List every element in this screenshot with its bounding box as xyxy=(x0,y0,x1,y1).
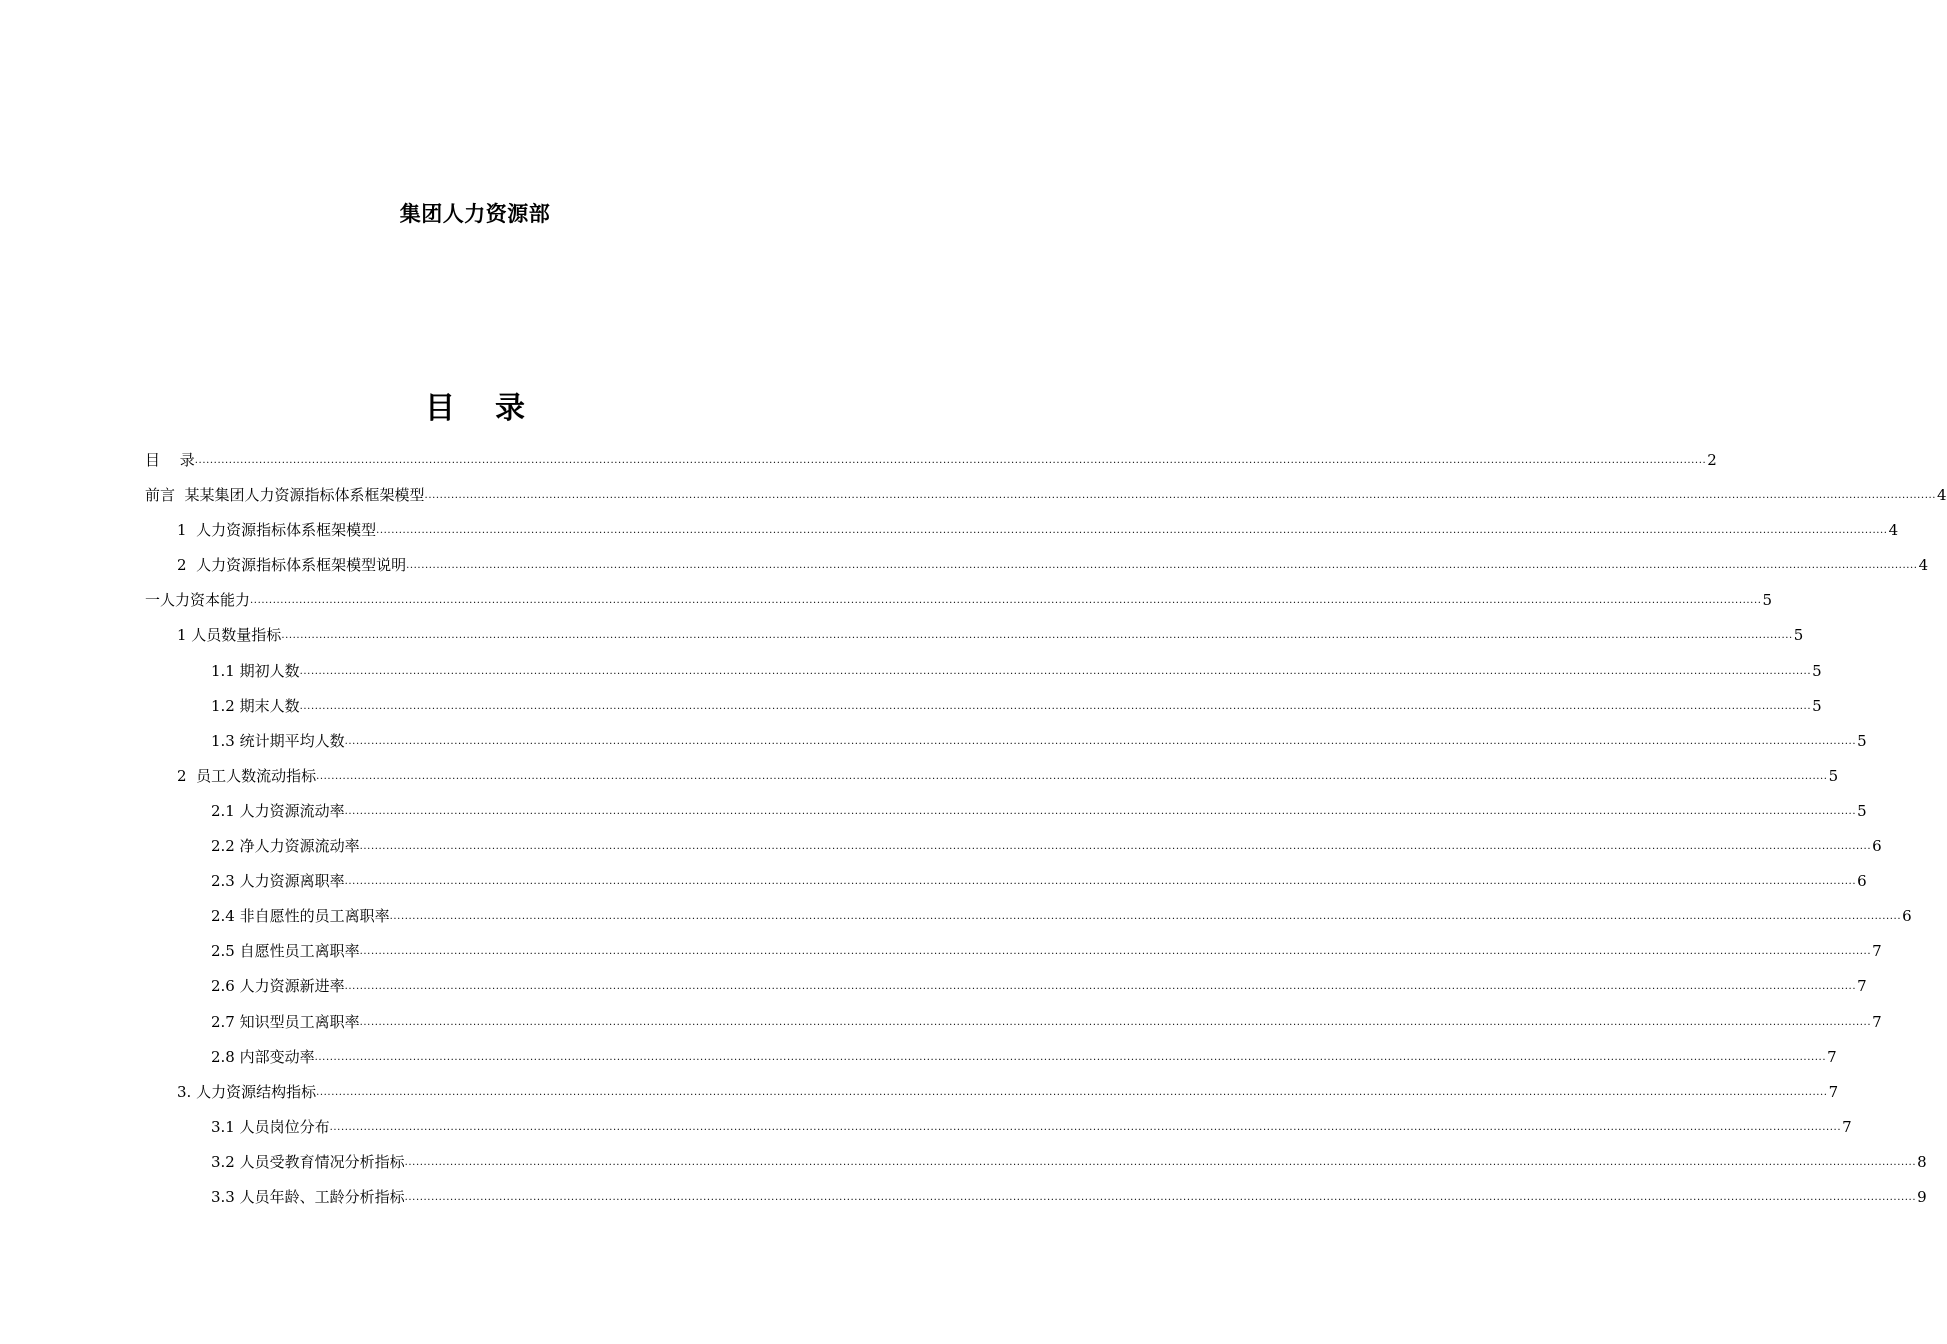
department-title: 集团人力资源部 xyxy=(399,202,551,226)
toc-heading-char-2: 录 xyxy=(495,391,525,426)
toc-dot-leader: ................................................................................................................................................................................................................................................................................................................................................................................................................ xyxy=(314,1051,1827,1063)
toc-dot-leader: ................................................................................................................................................................................................................................................................................................................................................................................................................ xyxy=(404,1156,1917,1168)
toc-dot-leader: ................................................................................................................................................................................................................................................................................................................................................................................................................ xyxy=(404,1191,1917,1203)
toc-entry-label: 2.2 净人力资源流动率 xyxy=(211,837,360,856)
toc-entry-label: 前言 某某集团人力资源指标体系框架模型 xyxy=(145,486,425,505)
toc-entry-label: 1.2 期末人数 xyxy=(211,696,300,715)
toc-entry-page-number: 5 xyxy=(1857,731,1867,750)
toc-entry-page-number: 7 xyxy=(1872,1012,1882,1031)
toc-entry[interactable] xyxy=(145,661,1822,696)
toc-dot-leader: ................................................................................................................................................................................................................................................................................................................................................................................................................ xyxy=(359,841,1872,853)
toc-entry-page-number: 4 xyxy=(1937,486,1947,505)
table-of-contents xyxy=(145,450,1947,1222)
toc-entry-label: 3.2 人员受教育情况分析指标 xyxy=(211,1152,405,1171)
toc-entry-label: 2.5 自愿性员工离职率 xyxy=(211,942,360,961)
toc-dot-leader: ................................................................................................................................................................................................................................................................................................................................................................................................................ xyxy=(329,1121,1842,1133)
toc-entry-page-number: 6 xyxy=(1857,872,1867,891)
toc-entry[interactable] xyxy=(145,590,1773,625)
toc-entry-page-number: 5 xyxy=(1762,591,1773,610)
toc-dot-leader: ................................................................................................................................................................................................................................................................................................................................................................................................................ xyxy=(316,770,1828,782)
toc-entry[interactable] xyxy=(145,485,1947,520)
toc-entry-label: 2.7 知识型员工离职率 xyxy=(211,1012,360,1031)
toc-entry[interactable] xyxy=(145,450,1717,485)
toc-entry-label: 目 录 xyxy=(145,451,195,469)
toc-dot-leader: ................................................................................................................................................................................................................................................................................................................................................................................................................ xyxy=(376,525,1888,537)
toc-entry-page-number: 7 xyxy=(1842,1117,1852,1136)
toc-entry-label: 3. 人力资源结构指标 xyxy=(177,1082,317,1101)
toc-dot-leader: ................................................................................................................................................................................................................................................................................................................................................................................................................ xyxy=(316,1086,1828,1098)
toc-entry-page-number: 4 xyxy=(1888,521,1899,540)
toc-entry[interactable] xyxy=(145,1012,1882,1047)
toc-entry-page-number: 5 xyxy=(1793,626,1804,645)
toc-entry-page-number: 2 xyxy=(1707,451,1717,469)
toc-entry-page-number: 7 xyxy=(1827,1047,1837,1066)
toc-dot-leader: ................................................................................................................................................................................................................................................................................................................................................................................................................ xyxy=(344,735,1857,747)
toc-entry-label: 2.3 人力资源离职率 xyxy=(211,872,345,891)
toc-entry[interactable] xyxy=(145,871,1867,906)
toc-entry-page-number: 5 xyxy=(1857,801,1867,820)
toc-dot-leader: ................................................................................................................................................................................................................................................................................................................................................................................................................ xyxy=(250,595,1762,607)
toc-entry[interactable] xyxy=(145,976,1867,1011)
toc-entry-label: 1 人力资源指标体系框架模型 xyxy=(177,521,377,540)
toc-entry-page-number: 9 xyxy=(1917,1187,1927,1206)
toc-entry[interactable] xyxy=(145,1187,1927,1222)
toc-entry[interactable] xyxy=(145,906,1912,941)
toc-entry-label: 1.3 统计期平均人数 xyxy=(211,731,345,750)
toc-entry-page-number: 7 xyxy=(1857,977,1867,996)
toc-entry-label: 1.1 期初人数 xyxy=(211,661,300,680)
toc-entry[interactable] xyxy=(145,766,1839,801)
toc-dot-leader: ................................................................................................................................................................................................................................................................................................................................................................................................................ xyxy=(344,805,1857,817)
toc-entry[interactable] xyxy=(145,625,1804,660)
toc-entry[interactable] xyxy=(145,1047,1837,1082)
toc-entry-label: 3.1 人员岗位分布 xyxy=(211,1117,330,1136)
toc-dot-leader: ................................................................................................................................................................................................................................................................................................................................................................................................................ xyxy=(299,700,1812,712)
toc-entry[interactable] xyxy=(145,1152,1927,1187)
toc-dot-leader: ................................................................................................................................................................................................................................................................................................................................................................................................................ xyxy=(194,455,1707,466)
toc-entry-page-number: 8 xyxy=(1917,1152,1927,1171)
toc-entry-label: 2.6 人力资源新进率 xyxy=(211,977,345,996)
toc-entry-label: 1 人员数量指标 xyxy=(177,626,282,645)
toc-dot-leader: ................................................................................................................................................................................................................................................................................................................................................................................................................ xyxy=(344,876,1857,888)
toc-dot-leader: ................................................................................................................................................................................................................................................................................................................................................................................................................ xyxy=(389,911,1902,923)
toc-entry[interactable] xyxy=(145,1082,1839,1117)
toc-dot-leader: ................................................................................................................................................................................................................................................................................................................................................................................................................ xyxy=(406,560,1918,572)
toc-entry-page-number: 5 xyxy=(1828,766,1839,785)
toc-entry[interactable] xyxy=(145,555,1929,590)
toc-dot-leader: ................................................................................................................................................................................................................................................................................................................................................................................................................ xyxy=(424,490,1937,502)
toc-entry[interactable] xyxy=(145,520,1899,555)
toc-entry[interactable] xyxy=(145,836,1882,871)
toc-dot-leader: ................................................................................................................................................................................................................................................................................................................................................................................................................ xyxy=(359,946,1872,958)
toc-entry-page-number: 5 xyxy=(1812,661,1822,680)
toc-entry-label: 2.8 内部变动率 xyxy=(211,1047,315,1066)
toc-entry-label: 3.3 人员年龄、工龄分析指标 xyxy=(211,1187,405,1206)
toc-entry-page-number: 7 xyxy=(1872,942,1882,961)
toc-entry-label: 2.1 人力资源流动率 xyxy=(211,801,345,820)
toc-entry-page-number: 6 xyxy=(1902,907,1912,926)
toc-dot-leader: ................................................................................................................................................................................................................................................................................................................................................................................................................ xyxy=(281,630,1793,642)
toc-entry[interactable] xyxy=(145,731,1867,766)
toc-entry[interactable] xyxy=(145,941,1882,976)
toc-entry-page-number: 7 xyxy=(1828,1082,1839,1101)
toc-dot-leader: ................................................................................................................................................................................................................................................................................................................................................................................................................ xyxy=(344,981,1857,993)
toc-entry-label: 2.4 非自愿性的员工离职率 xyxy=(211,907,390,926)
toc-entry[interactable] xyxy=(145,696,1822,731)
toc-heading xyxy=(0,383,950,427)
toc-entry-label: 2 员工人数流动指标 xyxy=(177,766,317,785)
toc-heading-char-1: 目 xyxy=(425,391,455,426)
toc-entry[interactable] xyxy=(145,801,1867,836)
toc-entry-label: 一人力资本能力 xyxy=(145,591,251,610)
toc-entry-label: 2 人力资源指标体系框架模型说明 xyxy=(177,556,407,575)
toc-dot-leader: ................................................................................................................................................................................................................................................................................................................................................................................................................ xyxy=(359,1016,1872,1028)
toc-entry-page-number: 5 xyxy=(1812,696,1822,715)
toc-entry-page-number: 6 xyxy=(1872,837,1882,856)
toc-entry[interactable] xyxy=(145,1117,1852,1152)
toc-dot-leader: ................................................................................................................................................................................................................................................................................................................................................................................................................ xyxy=(299,665,1812,677)
toc-entry-page-number: 4 xyxy=(1918,556,1929,575)
